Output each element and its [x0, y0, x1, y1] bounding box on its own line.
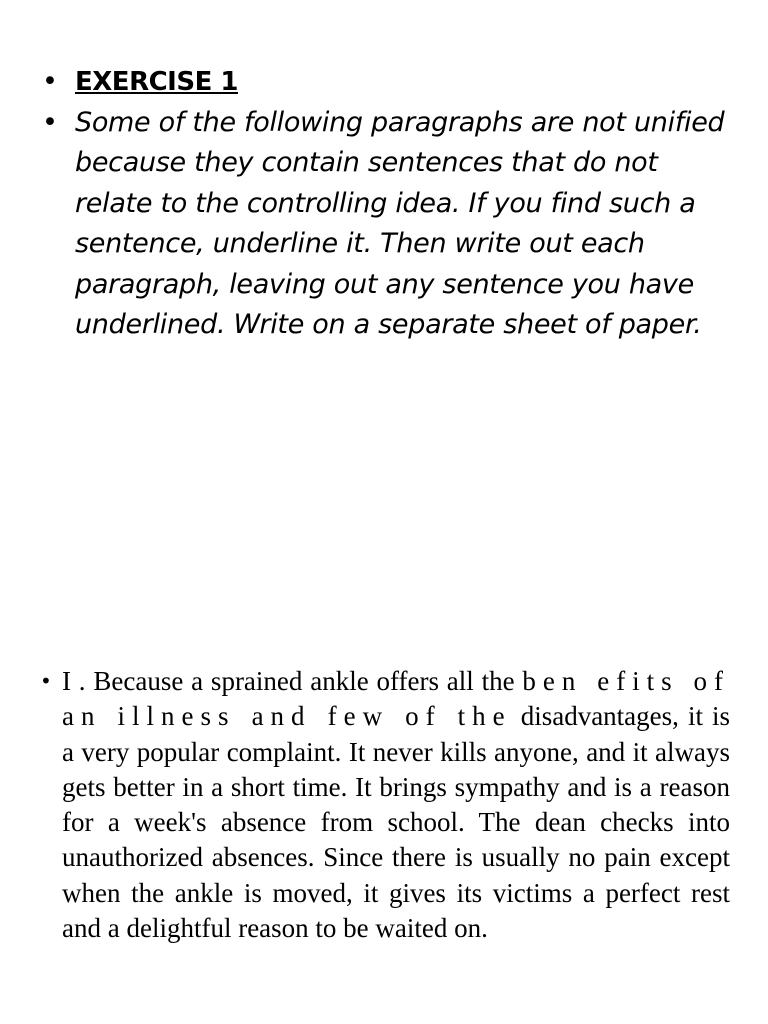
bullet-icon: • — [40, 669, 52, 693]
exercise-bullet-list — [40, 62, 730, 346]
paragraph-1-item — [40, 664, 730, 946]
bullet-icon: • — [42, 106, 58, 138]
bullet-icon: • — [42, 66, 58, 97]
exercise-instructions: Some of the following paragraphs are not unified because they contain sentences that do not relate to the controlling idea. If you find such a sentence, underline it. Then write out each paragraph, leaving out any sentence you have underlined. Write on a separate sheet of paper. — [75, 106, 725, 340]
paragraph-1-spaced-text: ben efits of an illness and few of the — [62, 666, 730, 732]
exercise-instructions-item — [40, 103, 730, 346]
paragraph-bullet-list — [40, 664, 730, 946]
exercise-heading-item — [40, 62, 730, 103]
exercise-heading: EXERCISE 1 — [75, 67, 238, 97]
paragraph-1-body: disadvantages, it is a very popular complaint. It never kills anyone, and it always gets better in a short time. It brings sympathy and is a reason for a week's absence from school. The dean checks into unauthorized absences. Since there is usually no pain except when the ankle is moved, it gives its victims a perfect rest and a delightful reason to be waited on. — [62, 701, 731, 944]
paragraph-1-lead-in: I . Because a sprained ankle offers all the — [62, 666, 515, 696]
